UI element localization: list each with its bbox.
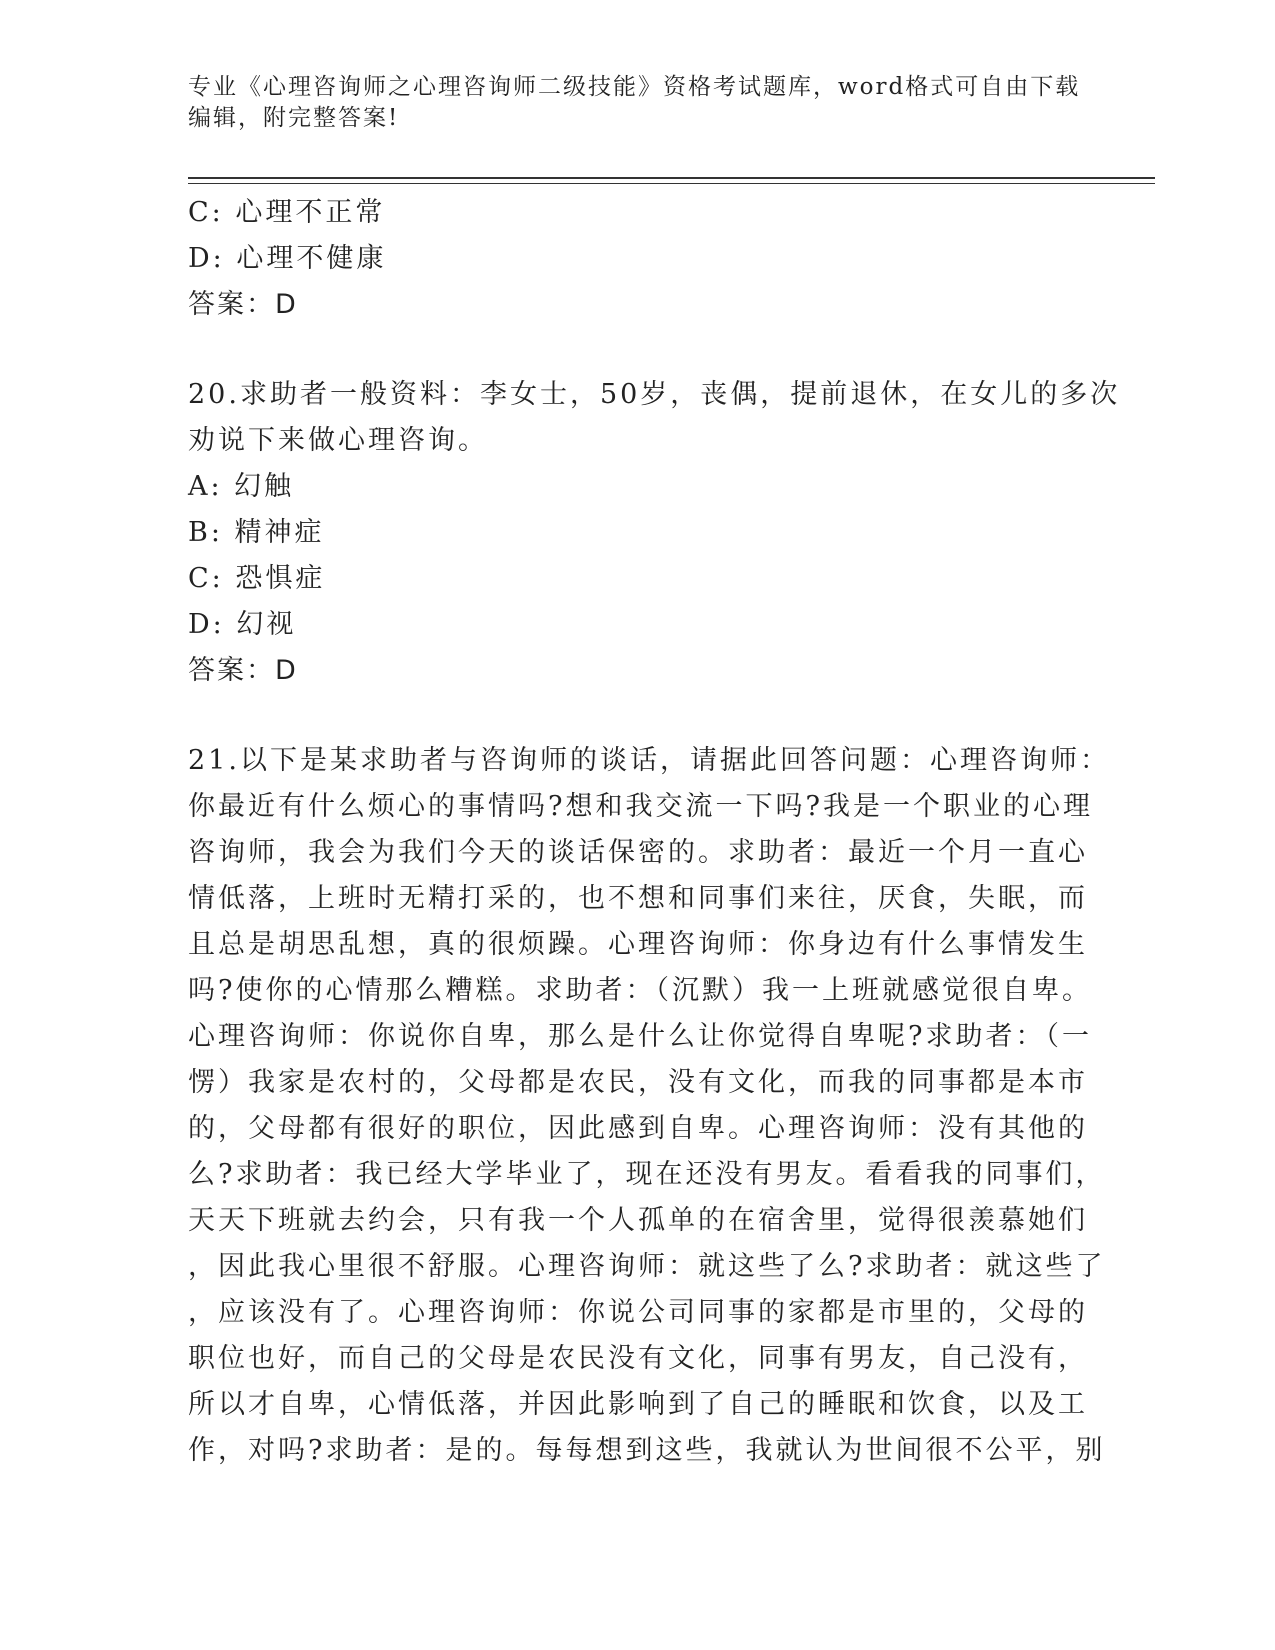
q21-text-line: 所以才自卑，心情低落，并因此影响到了自己的睡眠和饮食，以及工: [188, 1389, 1088, 1420]
document-content: [188, 190, 1121, 1474]
q21-text-line: 心理咨询师：你说你自卑，那么是什么让你觉得自卑呢?求助者：（一: [188, 1021, 1092, 1052]
q21-text-line: 的，父母都有很好的职位，因此感到自卑。心理咨询师：没有其他的: [188, 1113, 1088, 1144]
spacer: [188, 694, 1088, 738]
q19-option-d: D: 心理不健康: [188, 243, 387, 274]
q21-text-line: 情低落，上班时无精打采的，也不想和同事们来往，厌食，失眠，而: [188, 883, 1088, 914]
q21-text-line: 职位也好，而自己的父母是农民没有文化，同事有男友，自己没有，: [188, 1343, 1088, 1374]
page-header: [188, 72, 1081, 134]
q21-text-line: 天天下班就去约会，只有我一个人孤单的在宿舍里，觉得很羡慕她们: [188, 1205, 1088, 1236]
q20-option-a: A: 幻触: [188, 471, 295, 502]
q19-answer: 答案：D: [188, 289, 298, 320]
header-rule-thick: [188, 177, 1155, 179]
q21-text-line: 作，对吗?求助者：是的。每每想到这些，我就认为世间很不公平，别: [188, 1435, 1106, 1466]
q21-text-line: 咨询师，我会为我们今天的谈话保密的。求助者：最近一个月一直心: [188, 837, 1088, 868]
q19-option-c: C: 心理不正常: [188, 197, 386, 228]
q20-option-d: D: 幻视: [188, 609, 297, 640]
q21-text-line: 21.以下是某求助者与咨询师的谈话，请据此回答问题：心理咨询师：: [188, 745, 1110, 776]
q21-text-line: 你最近有什么烦心的事情吗?想和我交流一下吗?我是一个职业的心理: [188, 791, 1093, 822]
q21-text-line: 吗?使你的心情那么糟糕。求助者：（沉默）我一上班就感觉很自卑。: [188, 975, 1092, 1006]
q21-text-line: ，因此我心里很不舒服。心理咨询师：就这些了么?求助者：就这些了: [188, 1251, 1106, 1282]
q21-text-line: 且总是胡思乱想，真的很烦躁。心理咨询师：你身边有什么事情发生: [188, 929, 1088, 960]
spacer: [188, 328, 1088, 372]
q21-text-line: ，应该没有了。心理咨询师：你说公司同事的家都是市里的，父母的: [188, 1297, 1088, 1328]
q20-text-line: 劝说下来做心理咨询。: [188, 425, 488, 456]
header-rule-thin: [188, 183, 1155, 184]
header-line-2: 编辑，附完整答案!: [188, 105, 400, 131]
q21-text-line: 愣）我家是农村的，父母都是农民，没有文化，而我的同事都是本市: [188, 1067, 1088, 1098]
q21-text-line: 么?求助者：我已经大学毕业了，现在还没有男友。看看我的同事们，: [188, 1159, 1106, 1190]
q20-option-c: C: 恐惧症: [188, 563, 326, 594]
q20-answer: 答案：D: [188, 655, 298, 686]
q20-option-b: B: 精神症: [188, 517, 325, 548]
q20-text-line: 20.求助者一般资料：李女士，50岁，丧偶，提前退休，在女儿的多次: [188, 379, 1121, 410]
header-line-1: 专业《心理咨询师之心理咨询师二级技能》资格考试题库，word格式可自由下载: [188, 74, 1081, 100]
